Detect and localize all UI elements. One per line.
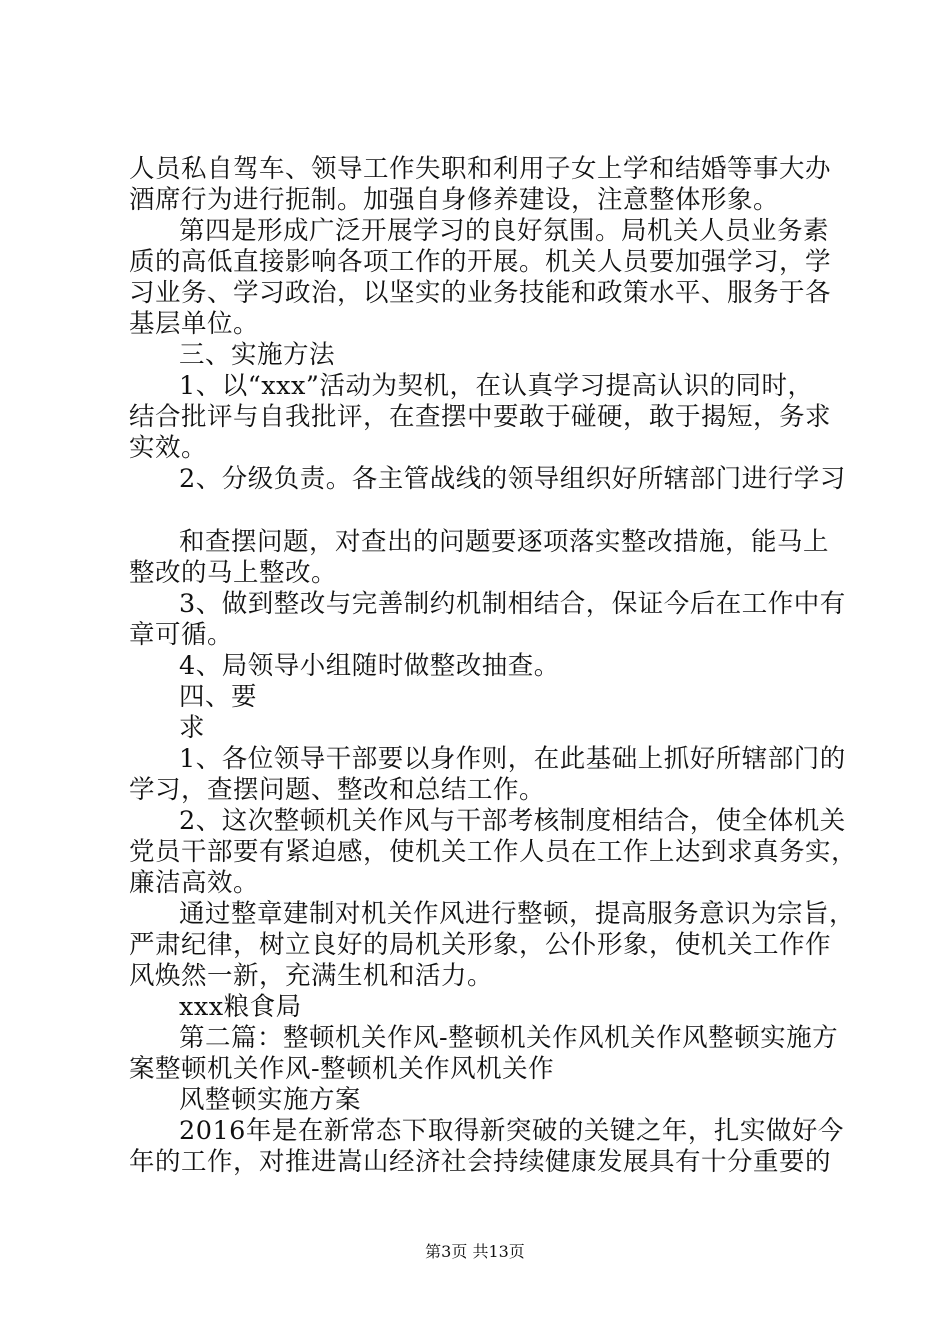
text-line: 实效。 (129, 433, 208, 463)
page-number-footer: 第3页 共13页 (425, 1242, 525, 1261)
text-line: 党员干部要有紧迫感，使机关工作人员在工作上达到求真务实， (129, 837, 858, 867)
chapter-title-continued: 案整顿机关作风-整顿机关作风机关作 (129, 1054, 555, 1084)
text-line: 习业务、学习政治，以坚实的业务技能和政策水平、服务于各 (129, 278, 832, 308)
paragraph-line: 1、以“xxx”活动为契机，在认真学习提高认识的同时， (179, 371, 814, 401)
section-heading: 三、实施方法 (179, 340, 336, 370)
document-body (129, 154, 858, 1178)
text-line: 酒席行为进行扼制。加强自身修养建设，注意整体形象。 (129, 185, 780, 215)
paragraph-line: 1、各位领导干部要以身作则，在此基础上抓好所辖部门的 (179, 744, 846, 774)
text-line: 严肃纪律，树立良好的局机关形象，公仆形象，使机关工作作 (129, 930, 832, 960)
text-line: 学习，查摆问题、整改和总结工作。 (129, 775, 546, 805)
signature-line: xxx粮食局 (179, 992, 302, 1022)
text-line: 人员私自驾车、领导工作失职和利用子女上学和结婚等事大办 (129, 154, 832, 184)
text-line: 整改的马上整改。 (129, 558, 338, 588)
chapter-title: 第二篇：整顿机关作风-整顿机关作风机关作风整顿实施方 (179, 1023, 839, 1053)
text-line: 章可循。 (129, 620, 234, 650)
text-line: 年的工作，对推进嵩山经济社会持续健康发展具有十分重要的 (129, 1147, 832, 1177)
paragraph-line: 3、做到整改与完善制约机制相结合，保证今后在工作中有 (179, 589, 846, 619)
paragraph-line: 和查摆问题，对查出的问题要逐项落实整改措施，能马上 (179, 527, 830, 557)
paragraph-line: 4、局领导小组随时做整改抽查。 (179, 651, 560, 681)
chapter-title-continued: 风整顿实施方案 (179, 1085, 362, 1115)
paragraph-line: 2、分级负责。各主管战线的领导组织好所辖部门进行学习 (179, 464, 846, 494)
text-line: 风焕然一新，充满生机和活力。 (129, 961, 494, 991)
text-line: 廉洁高效。 (129, 868, 260, 898)
section-heading-continued: 求 (179, 713, 206, 743)
text-line: 基层单位。 (129, 309, 260, 339)
paragraph-line: 通过整章建制对机关作风进行整顿，提高服务意识为宗旨， (179, 899, 856, 929)
text-line: 质的高低直接影响各项工作的开展。机关人员要加强学习，学 (129, 247, 832, 277)
text-line: 结合批评与自我批评，在查摆中要敢于碰硬，敢于揭短，务求 (129, 402, 832, 432)
paragraph-line: 2、这次整顿机关作风与干部考核制度相结合，使全体机关 (179, 806, 846, 836)
paragraph-line: 2016年是在新常态下取得新突破的关键之年，扎实做好今 (179, 1116, 844, 1146)
paragraph-line: 第四是形成广泛开展学习的良好氛围。局机关人员业务素 (179, 216, 830, 246)
section-heading: 四、要 (179, 682, 258, 712)
